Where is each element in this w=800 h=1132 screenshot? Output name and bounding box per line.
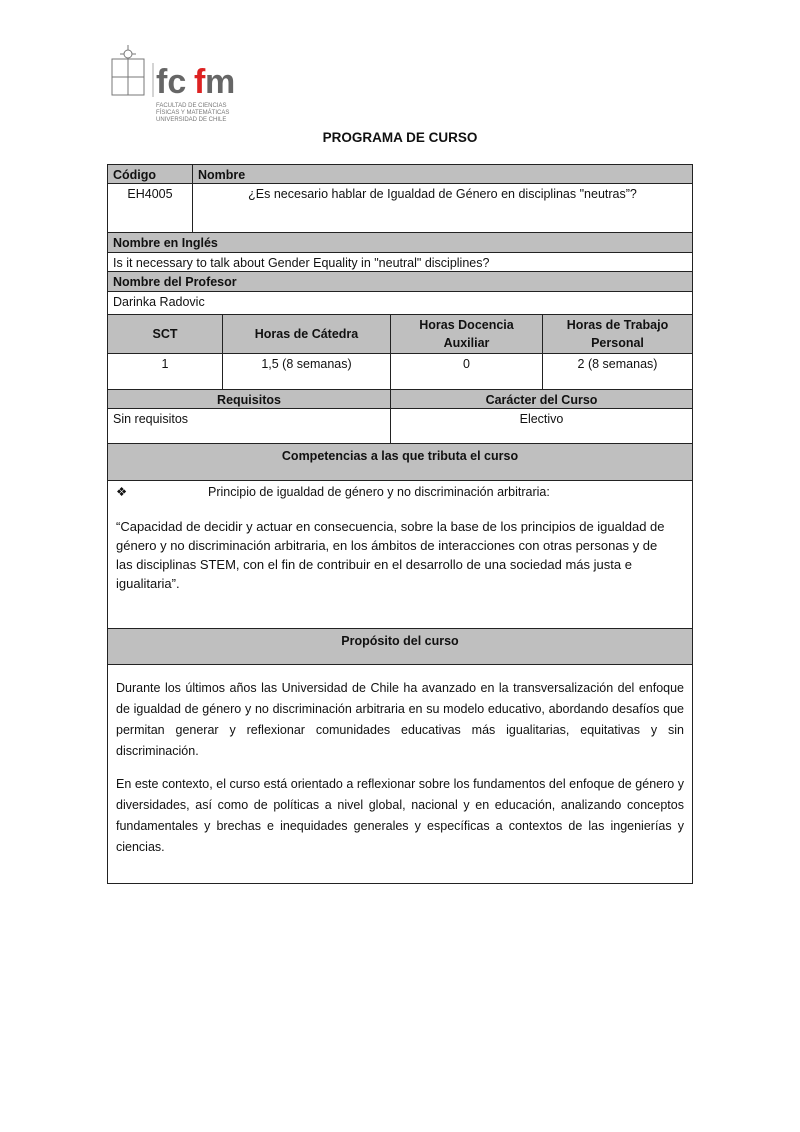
caracter-header: Carácter del Curso [390,389,693,409]
ingles-value: Is it necessary to talk about Gender Equality in "neutral" disciplines? [107,252,693,272]
proposito-header: Propósito del curso [107,628,693,665]
profesor-value: Darinka Radovic [107,291,693,315]
requisitos-value: Sin requisitos [107,408,391,444]
svg-text:fc: fc [156,63,187,101]
caracter-value: Electivo [390,408,693,444]
competencias-content [107,480,693,629]
ingles-header: Nombre en Inglés [107,232,693,253]
sct-header: SCT [107,314,223,354]
catedra-value: 1,5 (8 semanas) [222,353,391,390]
requisitos-header: Requisitos [107,389,391,409]
competencia-text: “Capacidad de decidir y actuar en consecuencia, sobre la base de los principios de igualdad de género y no discriminación arbitraria, en los ámbitos de interacciones con otras personas y de las disciplinas STEM, con el fin de contribuir en el desarrollo de una sociedad más justa e igualitaria”. [116,519,665,591]
competencias-header: Competencias a las que tributa el curso [107,443,693,481]
profesor-header: Nombre del Profesor [107,271,693,292]
svg-text:UNIVERSIDAD DE CHILE: UNIVERSIDAD DE CHILE [156,117,227,123]
page-title: PROGRAMA DE CURSO [322,130,478,145]
nombre-value: ¿Es necesario hablar de Igualdad de Género en disciplinas "neutras”? [192,183,693,233]
diamond-bullet-icon: ❖ [116,485,128,499]
competencia-item: Principio de igualdad de género y no discriminación arbitraria: [208,485,550,499]
personal-header: Horas de Trabajo Personal [542,314,693,354]
fcfm-logo [108,45,248,125]
auxiliar-header: Horas Docencia Auxiliar [390,314,543,354]
auxiliar-value: 0 [390,353,543,390]
logo-subtitle: FACULTAD DE CIENCIAS [156,103,227,109]
sct-value: 1 [107,353,223,390]
university-seal-icon [108,45,248,125]
proposito-paragraph: Durante los últimos años las Universidad de Chile ha avanzado en la transversalización del enfoque de igualdad de género y no discriminación arbitraria en su modelo educativo, abordando desafíos que permitan generar y reflexionar comunidades educativas más igualitarias, equitativas y sin discriminación. [116,681,684,758]
svg-text:FÍSICAS Y MATEMÁTICAS: FÍSICAS Y MATEMÁTICAS [156,110,230,116]
personal-value: 2 (8 semanas) [542,353,693,390]
svg-text:m: m [205,63,236,101]
catedra-header: Horas de Cátedra [222,314,391,354]
proposito-content [107,664,693,884]
svg-text:f: f [194,63,206,101]
proposito-paragraph: En este contexto, el curso está orientado a reflexionar sobre los fundamentos del enfoque de género y diversidades, así como de políticas a nivel global, nacional y en educación, analizando conceptos fundamentales y brechas e inequidades generales y específicas a contextos de las ingenierías y ciencias. [116,777,684,854]
codigo-value: EH4005 [107,183,193,233]
nombre-header: Nombre [192,164,693,184]
codigo-header: Código [107,164,193,184]
